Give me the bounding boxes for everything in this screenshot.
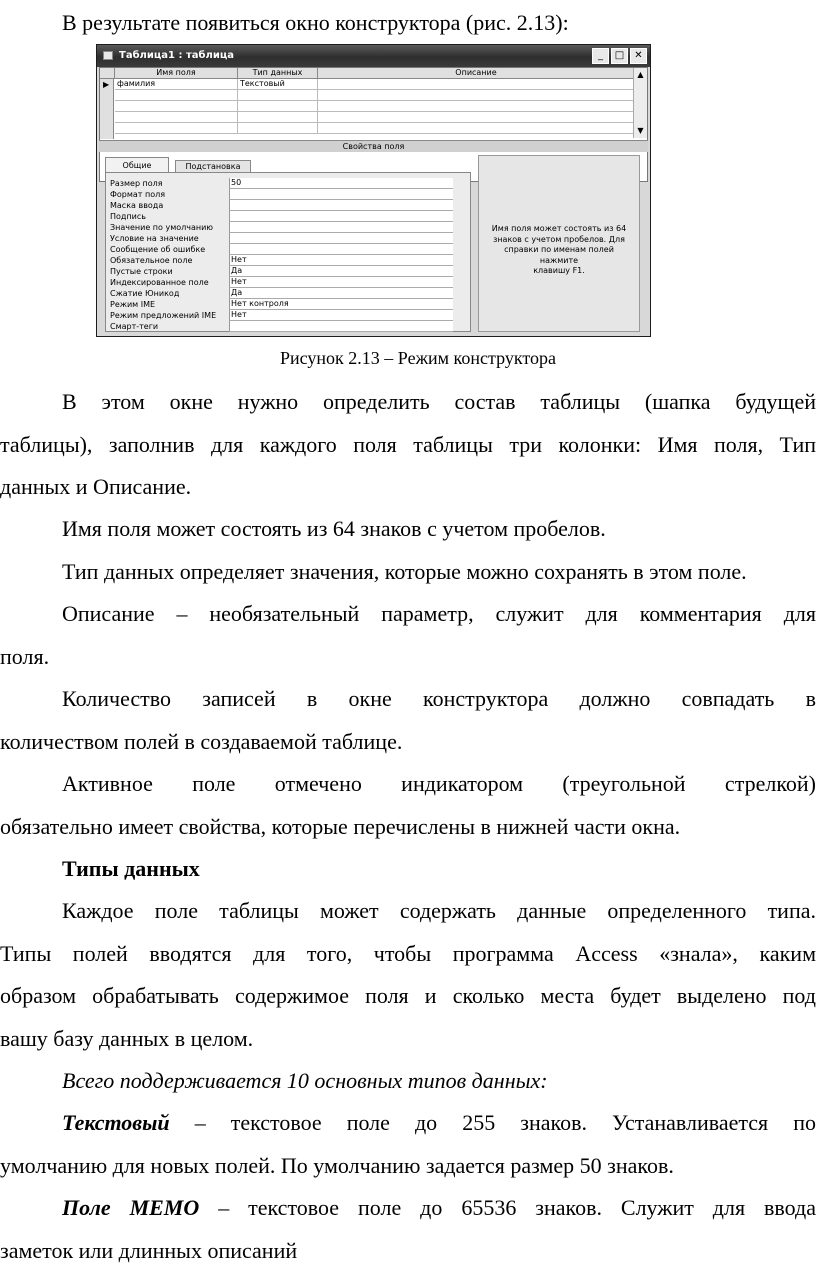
paragraph-10 bbox=[0, 1187, 816, 1272]
col-header-data-type[interactable]: Тип данных bbox=[238, 68, 318, 79]
prop-value[interactable] bbox=[229, 222, 453, 233]
empty-cell[interactable] bbox=[115, 123, 238, 134]
prop-value[interactable]: Нет bbox=[229, 310, 453, 321]
figure-caption: Рисунок 2.13 – Режим конструктора bbox=[280, 348, 556, 368]
field-name-cell[interactable]: фамилия bbox=[115, 79, 238, 90]
prop-label: Смарт-теги bbox=[110, 322, 159, 331]
field-properties-bar: Свойства поля bbox=[99, 140, 648, 152]
text-line: умолчанию для новых полей. По умолчанию задается размер 50 знаков. bbox=[0, 1152, 674, 1178]
text-line: таблицы), заполнив для каждого поля таблицы три колонки: Имя поля, Тип bbox=[0, 431, 816, 457]
empty-cell[interactable] bbox=[318, 101, 635, 112]
prop-label: Размер поля bbox=[110, 179, 163, 188]
field-help-pane bbox=[478, 155, 640, 332]
row-selector-column bbox=[100, 79, 114, 139]
prop-value[interactable] bbox=[229, 200, 453, 211]
prop-value[interactable] bbox=[229, 233, 453, 244]
empty-cell[interactable] bbox=[115, 90, 238, 101]
prop-label: Сообщение об ошибке bbox=[110, 245, 206, 254]
empty-cell[interactable] bbox=[318, 112, 635, 123]
col-header-field-name[interactable]: Имя поля bbox=[115, 68, 238, 79]
window-titlebar bbox=[97, 45, 650, 67]
text-line bbox=[0, 1187, 816, 1230]
general-properties-panel bbox=[105, 172, 471, 332]
prop-value[interactable]: Да bbox=[229, 266, 453, 277]
text-line: В этом окне нужно определить состав таблицы (шапка будущей bbox=[62, 389, 816, 414]
paragraph-6 bbox=[0, 763, 816, 848]
paragraph-3 bbox=[0, 551, 816, 594]
empty-cell[interactable] bbox=[238, 112, 318, 123]
prop-value[interactable] bbox=[229, 189, 453, 200]
prop-value[interactable] bbox=[229, 321, 453, 332]
term-text: Текстовый bbox=[62, 1110, 170, 1135]
hint-line: Имя поля может состоять из 64 bbox=[491, 224, 627, 233]
text-line: поля. bbox=[0, 643, 50, 669]
paragraph-4 bbox=[0, 593, 816, 678]
text-line: Типы полей вводятся для того, чтобы программа Access «знала», каким bbox=[0, 940, 816, 966]
data-type-cell[interactable]: Текстовый bbox=[238, 79, 318, 90]
text-line: Активное поле отмечено индикатором (треугольной стрелкой) bbox=[62, 771, 816, 796]
text-line: обязательно имеет свойства, которые перечислены в нижней части окна. bbox=[0, 813, 681, 839]
paragraph-8 bbox=[0, 1060, 816, 1103]
prop-value[interactable]: Нет контроля bbox=[229, 299, 453, 310]
prop-value[interactable]: Нет bbox=[229, 277, 453, 288]
text-line: Количество записей в окне конструктора должно совпадать в bbox=[62, 686, 816, 711]
table-icon bbox=[103, 51, 113, 60]
text-line: количеством полей в создаваемой таблице. bbox=[0, 728, 403, 754]
text-line: Описание – необязательный параметр, служит для комментария для bbox=[62, 601, 816, 626]
prop-label: Маска ввода bbox=[110, 201, 164, 210]
text-line: заметок или длинных описаний bbox=[0, 1237, 298, 1263]
empty-cell[interactable] bbox=[238, 123, 318, 134]
prop-value[interactable] bbox=[229, 244, 453, 255]
hint-line: клавишу F1. bbox=[533, 266, 585, 275]
term-definition: – текстовое поле до 255 знаков. Устанавливается по bbox=[169, 1110, 816, 1135]
text-line: данных и Описание. bbox=[0, 474, 192, 499]
prop-value[interactable] bbox=[229, 211, 453, 222]
table-designer-window bbox=[96, 44, 651, 337]
prop-label: Сжатие Юникод bbox=[110, 289, 180, 298]
prop-label: Индексированное поле bbox=[110, 278, 209, 287]
hint-line: справки по именам полей нажмите bbox=[504, 245, 614, 265]
grid-corner bbox=[100, 68, 115, 79]
prop-label: Значение по умолчанию bbox=[110, 223, 214, 232]
text-line bbox=[0, 1102, 816, 1145]
prop-label: Пустые строки bbox=[110, 267, 173, 276]
prop-value[interactable]: Нет bbox=[229, 255, 453, 266]
row-indicator-arrow-icon: ▶ bbox=[103, 80, 110, 89]
empty-cell[interactable] bbox=[238, 90, 318, 101]
scroll-down-icon[interactable]: ▼ bbox=[637, 126, 644, 135]
empty-cell[interactable] bbox=[238, 101, 318, 112]
paragraph-7 bbox=[0, 890, 816, 1060]
text-line: Каждое поле таблицы может содержать данные определенного типа. bbox=[62, 898, 816, 923]
term-text: Поле МЕМО bbox=[62, 1195, 200, 1220]
section-heading: Типы данных bbox=[62, 856, 200, 881]
description-cell[interactable] bbox=[318, 79, 635, 90]
prop-label: Режим IME bbox=[110, 300, 156, 309]
paragraph-9 bbox=[0, 1102, 816, 1187]
maximize-button[interactable]: □ bbox=[611, 48, 628, 64]
tab-lookup[interactable]: Подстановка bbox=[175, 160, 251, 173]
text-line: Тип данных определяет значения, которые можно сохранять в этом поле. bbox=[62, 559, 747, 584]
prop-label: Формат поля bbox=[110, 190, 166, 199]
empty-cell[interactable] bbox=[115, 101, 238, 112]
paragraph-5 bbox=[0, 678, 816, 763]
tab-general[interactable]: Общие bbox=[105, 157, 169, 173]
window-title: Таблица1 : таблица bbox=[119, 50, 234, 61]
prop-label: Режим предложений IME bbox=[110, 311, 217, 320]
text-line: Имя поля может состоять из 64 знаков с учетом пробелов. bbox=[62, 516, 606, 541]
paragraph-2 bbox=[0, 508, 816, 551]
hint-line: знаков с учетом пробелов. Для bbox=[493, 234, 625, 244]
term-definition: – текстовое поле до 65536 знаков. Служит для ввода bbox=[199, 1195, 816, 1220]
prop-label: Обязательное поле bbox=[110, 256, 193, 265]
empty-cell[interactable] bbox=[318, 90, 635, 101]
paragraph-1 bbox=[0, 381, 816, 509]
grid-scrollbar[interactable] bbox=[633, 68, 647, 138]
col-header-description[interactable]: Описание bbox=[318, 68, 635, 79]
minimize-button[interactable]: _ bbox=[592, 48, 609, 64]
heading-paragraph bbox=[0, 848, 816, 891]
prop-label: Подпись bbox=[110, 212, 146, 221]
empty-cell[interactable] bbox=[115, 112, 238, 123]
scroll-up-icon[interactable]: ▲ bbox=[637, 70, 644, 79]
prop-label: Условие на значение bbox=[110, 234, 199, 243]
text-line: Всего поддерживается 10 основных типов данных: bbox=[62, 1068, 548, 1093]
empty-cell[interactable] bbox=[318, 123, 635, 134]
close-button[interactable]: ✕ bbox=[630, 48, 647, 64]
intro-paragraph bbox=[0, 2, 816, 45]
intro-line: В результате появиться окно конструктора (рис. 2.13): bbox=[62, 10, 569, 35]
prop-value[interactable]: Да bbox=[229, 288, 453, 299]
prop-value[interactable]: 50 bbox=[229, 178, 453, 189]
text-line: вашу базу данных в целом. bbox=[0, 1025, 254, 1051]
text-line: образом обрабатывать содержимое поля и сколько места будет выделено под bbox=[0, 983, 816, 1008]
